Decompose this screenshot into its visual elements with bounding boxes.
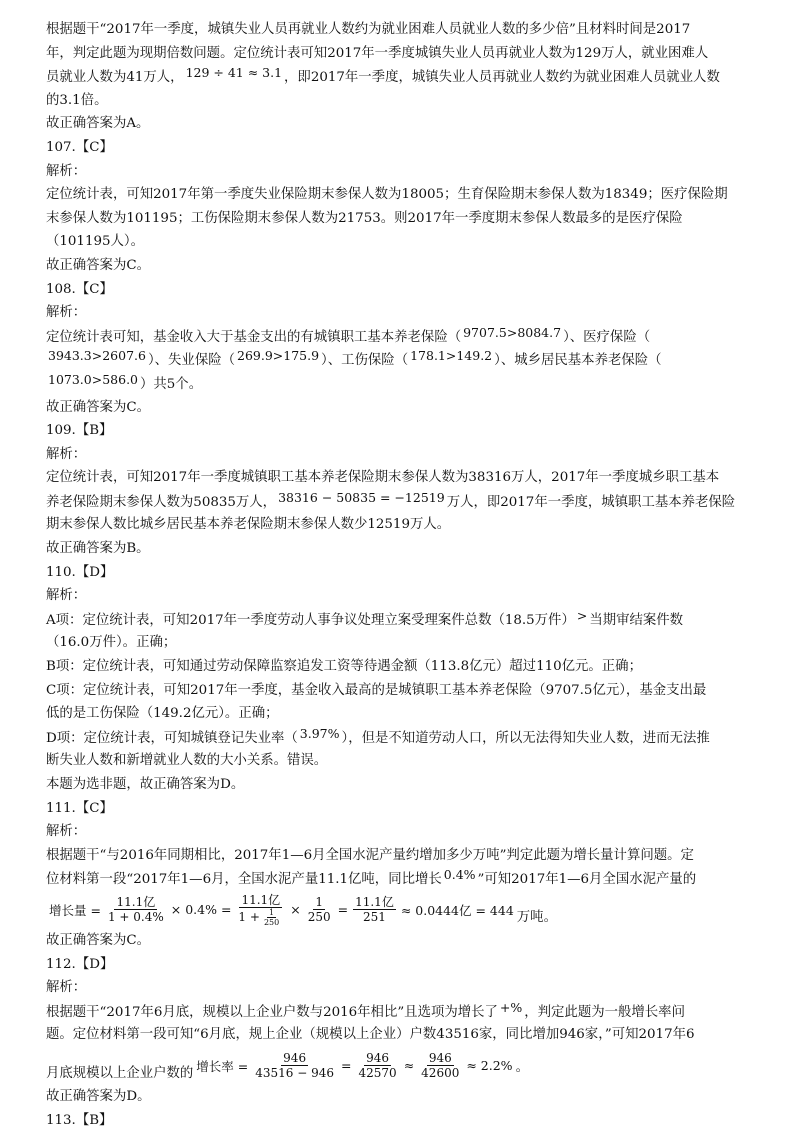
answer-line: 故正确答案为A。	[46, 116, 150, 132]
text-line: 期末参保人数比城乡居民基本养老保险期末参保人数少12519万人。	[46, 517, 451, 533]
math-expression: 178.1>149.2	[410, 348, 493, 364]
fraction: 11.1亿 1 + $\frac{1}{250}$	[238, 892, 281, 927]
text-line: A项：定位统计表，可知2017年一季度劳动人事争议处理立案受理案件总数（18.5万件） > 当期审结案件数	[46, 607, 684, 628]
math-expression: 1073.0>586.0	[48, 371, 138, 387]
text-line: 根据题干“2017年一季度，城镇失业人员再就业人数约为就业困难人员就业人数的多少倍”且材料时间是2017	[46, 22, 691, 37]
text-line: 根据题干“2017年6月底，规模以上企业户数与2016年相比”且选项为增长了 +% ，判定此题为一般增长率问	[46, 999, 685, 1020]
question-number: 113.【B】	[46, 1112, 113, 1128]
text-line: 定位统计表，可知2017年第一季度失业保险期末参保人数为18005；生育保险期末参保人数为18349；医疗保险期	[46, 187, 728, 203]
question-number: 110.【D】	[46, 564, 114, 580]
question-number: 111.【C】	[46, 800, 113, 816]
math-expression: 0.4%	[443, 867, 476, 883]
formula-label: 增长量 =	[49, 902, 101, 918]
fraction: $\frac{1}{250}$	[307, 895, 331, 925]
answer-line: 故正确答案为B。	[46, 541, 150, 557]
text-fragment: 月底规模以上企业户数的	[46, 1066, 194, 1082]
fraction: $\frac{946}{42600}$	[421, 1051, 460, 1081]
text-line: B项：定位统计表，可知通过劳动保障监察追发工资等待遇金额（113.8亿元）超过110亿元。正确；	[46, 659, 642, 675]
document-page	[46, 18, 762, 1132]
formula-term: ≈ 0.0444亿 = 444	[400, 902, 514, 918]
text-line: 根据题干“与2016年同期相比，2017年1—6月全国水泥产量约增加多少万吨”判定此题为增长量计算问题。定	[46, 847, 694, 863]
fraction: $\frac{946}{43516 - 946}$	[255, 1051, 335, 1081]
answer-line: 故正确答案为C。	[46, 932, 150, 948]
text-line: 员就业人数为41万人， 129 ÷ 41 ≈ 3.1 ，即2017年一季度，城镇失业人员再就业人数约为就业困难人员就业人数	[46, 65, 720, 86]
text-line: 的3.1倍。	[46, 92, 108, 108]
formula-term: ≈ 2.2%	[466, 1058, 513, 1074]
analysis-label: 解析：	[46, 588, 87, 604]
growth-amount-formula	[46, 891, 762, 929]
text-line: （16.0万件）。正确；	[46, 635, 177, 651]
text-line: （101195人）。	[46, 234, 144, 250]
math-expression: 3943.3>2607.6	[48, 348, 146, 364]
formula-tail: 。	[515, 1060, 529, 1076]
text-line: 3943.3>2607.6 ）、失业保险（ 269.9>175.9 ）、工伤保险（ 178.1>149.2 ）、城乡居民基本养老保险（	[48, 348, 662, 369]
analysis-label: 解析：	[46, 824, 87, 840]
text-line: 低的是工伤保险（149.2亿元）。正确；	[46, 706, 279, 722]
answer-line: 故正确答案为D。	[46, 1088, 151, 1104]
fraction: $\frac{\text{11.1亿}}{251}$	[355, 895, 394, 925]
text-line: 定位统计表可知，基金收入大于基金支出的有城镇职工基本养老保险（ 9707.5>8084.7 ）、医疗保险（	[46, 324, 651, 345]
answer-line: 本题为选非题，故正确答案为D。	[46, 777, 245, 792]
math-expression: 269.9>175.9	[237, 348, 320, 364]
text-line: C项：定位统计表，可知2017年一季度，基金收入最高的是城镇职工基本养老保险（9707.5亿元），基金支出最	[46, 682, 707, 698]
analysis-label: 解析：	[46, 163, 87, 179]
text-line: 末参保人数为101195；工伤保险期末参保人数为21753。则2017年一季度期末参保人数最多的是医疗保险	[46, 210, 683, 226]
text-line: 题。定位材料第一段可知“6月底，规上企业（规模以上企业）户数43516家，同比增加946家，”可知2017年6	[46, 1027, 695, 1043]
math-expression: >	[576, 607, 588, 623]
formula-term: =	[337, 902, 349, 918]
analysis-label: 解析：	[46, 305, 87, 321]
formula-term: ×	[290, 902, 301, 918]
math-expression: 3.97%	[299, 725, 340, 741]
question-number: 109.【B】	[46, 423, 113, 439]
text-line: 定位统计表，可知2017年一季度城镇职工基本养老保险期末参保人数为38316万人，2017年一季度城乡职工基本	[46, 470, 720, 486]
answer-line: 故正确答案为C。	[46, 399, 150, 415]
text-line: 断失业人数和新增就业人数的大小关系。错误。	[46, 753, 328, 769]
answer-line: 故正确答案为C。	[46, 257, 150, 273]
question-number: 108.【C】	[46, 281, 113, 297]
formula-tail: 万吨。	[516, 910, 557, 926]
text-line: 位材料第一段“2017年1—6月，全国水泥产量11.1亿吨，同比增长 0.4% ”可知2017年1—6月全国水泥产量的	[46, 867, 697, 888]
text-line: D项：定位统计表，可知城镇登记失业率（ 3.97% ），但是不知道劳动人口，所以无法得知失业人数，进而无法推	[46, 725, 710, 746]
text-line: 1073.0>586.0 ）共5个。	[48, 371, 203, 392]
growth-rate-formula	[46, 1047, 762, 1085]
analysis-label: 解析：	[46, 980, 87, 996]
math-expression: 9707.5>8084.7	[463, 324, 562, 340]
fraction: $\frac{946}{42570}$	[358, 1051, 397, 1081]
analysis-label: 解析：	[46, 446, 87, 462]
math-expression: 129 ÷ 41 ≈ 3.1	[185, 65, 283, 81]
formula-label: 增长率 =	[196, 1058, 249, 1074]
fraction: $\frac{\text{11.1亿}}{1 + 0.4\%}$	[107, 895, 164, 925]
text-line: 养老保险期末参保人数为50835万人， 38316 − 50835 = −12519 万人，即2017年一季度，城镇职工基本养老保险	[46, 489, 736, 510]
formula-term: × 0.4% =	[170, 902, 232, 918]
math-expression: 38316 − 50835 = −12519	[278, 489, 445, 505]
math-expression: +%	[499, 999, 523, 1015]
text-line: 年，判定此题为现期倍数问题。定位统计表可知2017年一季度城镇失业人员再就业人数为129万人，就业困难人	[46, 45, 709, 61]
formula-term: ≈	[403, 1058, 415, 1074]
formula-term: =	[341, 1058, 352, 1074]
question-number: 107.【C】	[46, 139, 113, 155]
question-number: 112.【D】	[46, 956, 114, 972]
